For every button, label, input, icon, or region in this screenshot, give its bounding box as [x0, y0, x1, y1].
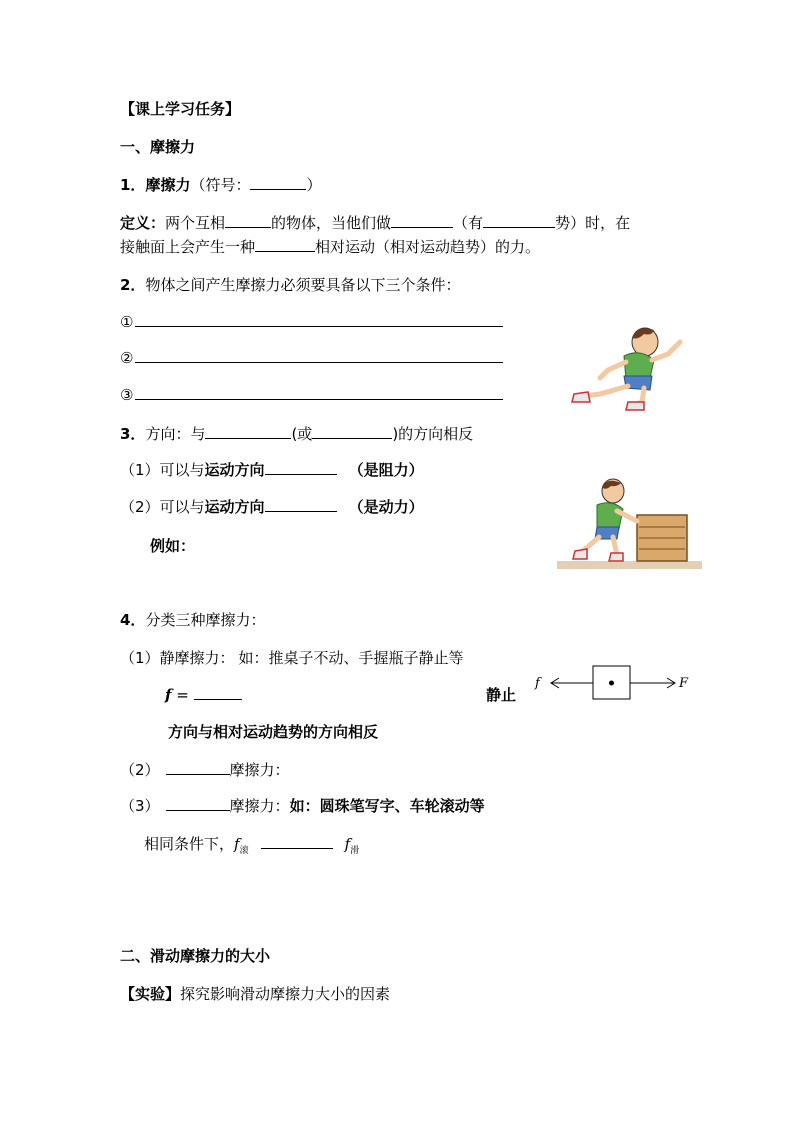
definition-line-1: 定义：两个互相 的物体，当他们做 （有 势）时，在 [120, 214, 631, 232]
force-diagram [533, 662, 693, 702]
blank [135, 385, 503, 400]
blank [135, 348, 503, 363]
section2-title: 二、滑动摩擦力的大小 [120, 947, 271, 965]
blank [250, 175, 306, 190]
friction-force-label: f [535, 676, 540, 691]
example-label: 例如： [150, 537, 196, 555]
definition-line-2: 接触面上会产生一种 相对运动（相对运动趋势）的力。 [120, 238, 541, 256]
condition-3: ③ [120, 385, 503, 405]
q2-line: 2．物体之间产生摩擦力必须要具备以下三个条件： [120, 276, 461, 294]
blank [135, 312, 503, 327]
blank [391, 213, 453, 228]
q3-item-1: （1）可以与运动方向 （是阻力） [120, 461, 424, 479]
section1-title: 一、摩擦力 [120, 138, 196, 156]
static-formula: f = [165, 685, 242, 705]
kind-2-line: （2） 摩擦力： [120, 761, 290, 779]
blank [265, 460, 337, 475]
running-boy-image [560, 320, 690, 412]
q3-item-2: （2）可以与运动方向 （是动力） [120, 498, 424, 516]
blank [225, 213, 271, 228]
blank [205, 424, 291, 439]
blank [166, 760, 230, 775]
blank [261, 834, 333, 849]
experiment-line: 【实验】探究影响滑动摩擦力大小的因素 [120, 985, 391, 1003]
compare-line: 相同条件下，$f_滚$ $f_滑$ [144, 835, 360, 856]
q1-line: 1．摩擦力（符号： ） [120, 176, 322, 194]
static-friction-line: （1）静摩擦力： 如：推桌子不动、手握瓶子静止等 [120, 649, 464, 667]
condition-2: ② [120, 348, 503, 368]
kind-3-line: （3） 摩擦力：如：圆珠笔写字、车轮滚动等 [120, 797, 485, 815]
applied-force-label: F [679, 676, 689, 691]
blank [255, 237, 315, 252]
static-state: 静止 [486, 686, 517, 704]
blank [265, 497, 337, 512]
task-header: 【课上学习任务】 [120, 100, 241, 118]
pushing-box-image [557, 475, 702, 570]
q3-line: 3．方向：与 (或 )的方向相反 [120, 425, 474, 443]
q4-line: 4．分类三种摩擦力： [120, 611, 266, 629]
static-direction: 方向与相对运动趋势的方向相反 [168, 723, 379, 741]
blank [312, 424, 392, 439]
condition-1: ① [120, 312, 503, 332]
blank [483, 213, 555, 228]
blank [194, 685, 242, 700]
blank [166, 796, 230, 811]
